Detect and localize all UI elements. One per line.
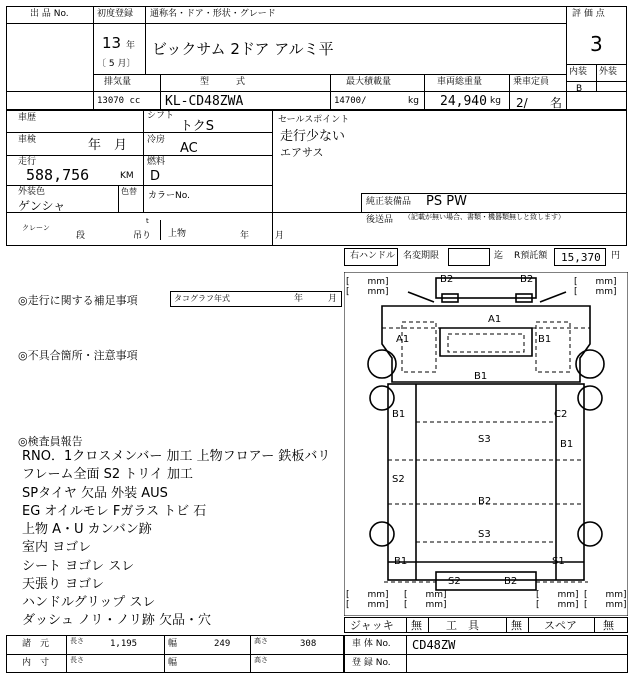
color-code-label: 色替 — [121, 187, 137, 196]
mileage-value: 588,756 — [26, 166, 90, 184]
inner-width-label: 幅 — [168, 658, 178, 668]
inspector-label: ◎検査員報告 — [18, 435, 83, 448]
mm-bracket: [ mm] — [584, 600, 627, 610]
model-label: 型 式 — [200, 77, 246, 87]
damage-mark: B2 — [440, 274, 454, 285]
reg-label: 登 録 No. — [352, 658, 391, 668]
damage-mark: S3 — [478, 529, 491, 540]
inner-label: 内 寸 — [22, 658, 50, 668]
r-unit: 円 — [611, 251, 621, 261]
mileage-unit: KM — [120, 171, 134, 181]
shift-label: シフト — [147, 111, 175, 121]
tools-value: 無 — [511, 619, 522, 632]
inspection-label: 車検 — [18, 135, 37, 145]
mm-bracket: [ mm] — [536, 590, 579, 600]
capacity-value: 2/ — [516, 96, 528, 110]
max-load-label: 最大積載量 — [346, 77, 392, 87]
truck-diagram — [344, 272, 628, 616]
fuel-value: D — [150, 169, 161, 184]
capacity-label: 乗車定員 — [513, 77, 550, 87]
mm-bracket: [ mm] — [346, 590, 389, 600]
upper-label: 上物 — [168, 229, 187, 239]
damage-mark: B1 — [394, 556, 408, 567]
crane-dan: 段 — [76, 231, 86, 241]
damage-mark: S1 — [552, 556, 565, 567]
r-value: 15,370 — [561, 251, 601, 264]
jack-value: 無 — [411, 619, 422, 632]
crane-tsuri: 吊り — [133, 231, 152, 241]
mm-bracket: [ mm] — [346, 600, 389, 610]
sales-point-label: セールスポイント — [278, 115, 350, 125]
damage-mark: B1 — [538, 334, 552, 345]
mm-bracket: [ mm] — [574, 287, 617, 297]
first-reg-month: 〔 5 月〕 — [97, 59, 136, 69]
spare-label: スペア — [544, 619, 577, 632]
gross-weight-unit: kg — [490, 96, 501, 106]
height-label: 高さ — [254, 637, 268, 645]
ac-label: 冷房 — [147, 135, 166, 145]
inspection-value: 年 月 — [88, 138, 128, 153]
color-no-label: カラーNo. — [148, 191, 190, 201]
chassis-label: 車 体 No. — [352, 639, 391, 649]
mileage-label: 走行 — [18, 157, 37, 167]
delivery-note: （記載が無い場合、書類・機器類無しと致します） — [404, 213, 565, 221]
damage-mark: B2 — [520, 274, 534, 285]
car-name: ビックサム 2ドア アルミ平 — [152, 40, 334, 58]
crane-label: クレーン — [22, 224, 50, 232]
tachograph-month: 月 — [328, 294, 338, 304]
first-reg-year-unit: 年 — [126, 41, 136, 51]
remark-line: シート ヨゴレ スレ — [22, 559, 135, 574]
shift-value: トクS — [180, 119, 214, 134]
fuel-label: 燃料 — [147, 157, 166, 167]
mm-bracket: [ mm] — [404, 590, 447, 600]
lot-label: 出 品 No. — [30, 9, 69, 19]
color-label: 外装色 — [18, 187, 46, 197]
equipment-value: PS PW — [426, 194, 467, 209]
remark-line: ダッシュ ノリ・ノリ跡 欠品・穴 — [22, 613, 211, 628]
remark-line: フレーム全面 S2 トリイ 加工 — [22, 467, 194, 482]
displacement-value: 13070 cc — [97, 96, 141, 106]
sales-point-1: 走行少ない — [280, 129, 346, 144]
model-value: KL-CD48ZWA — [165, 94, 244, 109]
spare-value: 無 — [603, 619, 614, 632]
handle-value: 右ハンドル — [350, 251, 396, 261]
mm-bracket: [ mm] — [574, 277, 617, 287]
damage-mark: C2 — [554, 409, 568, 420]
exterior-label: 外装 — [599, 67, 618, 77]
length-value: 1,195 — [110, 639, 138, 649]
upper-year: 年 — [240, 231, 250, 241]
remark-line: RNO．1クロスメンバー 加工 上物フロアー 鉄板バリ — [22, 449, 331, 464]
mm-bracket: [ mm] — [404, 600, 447, 610]
chassis-value: CD48ZW — [412, 638, 456, 652]
meter-unit: 迄 — [494, 251, 504, 261]
damage-mark: S3 — [478, 434, 491, 445]
width-label: 幅 — [168, 639, 178, 649]
damage-mark: S2 — [392, 474, 405, 485]
spec-label: 諸 元 — [22, 639, 50, 649]
damage-mark: B1 — [560, 439, 574, 450]
grade-label: 評 価 点 — [572, 9, 605, 19]
gross-weight-label: 車両総重量 — [437, 77, 483, 87]
mm-bracket: [ mm] — [346, 277, 389, 287]
damage-mark: B2 — [478, 496, 492, 507]
defects-label: ◎不具合箇所・注意事項 — [18, 349, 138, 362]
height-value: 308 — [300, 639, 317, 649]
mm-bracket: [ mm] — [536, 600, 579, 610]
meter-change-label: 名変期限 — [403, 251, 440, 261]
delivery-label: 後送品 — [366, 215, 394, 225]
damage-mark: B2 — [504, 576, 518, 587]
damage-mark: B1 — [474, 371, 488, 382]
ac-value: AC — [180, 141, 198, 156]
width-value: 249 — [214, 639, 231, 649]
remark-line: 上物 A・U カンバン跡 — [22, 522, 152, 537]
inner-height-label: 高さ — [254, 656, 268, 664]
interior-label: 内装 — [569, 67, 588, 77]
tachograph-label: タコグラフ年式 — [174, 294, 230, 303]
first-reg-year: 13 — [102, 34, 122, 52]
equipment-label: 純正装備品 — [366, 197, 412, 207]
r-label: R預託額 — [514, 251, 548, 261]
max-load-value: 14700/ — [334, 96, 367, 106]
remark-line: EG オイルモレ Fガラス トビ 石 — [22, 504, 207, 519]
tools-label: 工 具 — [446, 619, 479, 632]
damage-mark: B1 — [392, 409, 406, 420]
damage-mark: A1 — [396, 334, 410, 345]
jack-label: ジャッキ — [350, 619, 394, 632]
mm-bracket: [ mm] — [584, 590, 627, 600]
max-load-unit: kg — [408, 96, 419, 106]
interior-grade: B — [576, 84, 583, 94]
capacity-unit: 名 — [550, 96, 563, 110]
history-label: 車歴 — [18, 113, 37, 123]
gross-weight-value: 24,940 — [440, 94, 487, 109]
damage-mark: S2 — [448, 576, 461, 587]
tachograph-year: 年 — [294, 294, 304, 304]
grade-score: 3 — [590, 32, 603, 56]
remark-line: 室内 ヨゴレ — [22, 540, 92, 555]
crane-t: t — [146, 217, 149, 225]
damage-mark: A1 — [488, 314, 502, 325]
inner-length-label: 長さ — [70, 656, 84, 664]
remark-line: ハンドルグリップ スレ — [22, 595, 156, 610]
sales-point-2: エアサス — [280, 146, 324, 159]
displacement-label: 排気量 — [104, 77, 132, 87]
running-label: ◎走行に関する補足事項 — [18, 294, 138, 307]
meter-change-box — [448, 248, 490, 266]
first-reg-label: 初度登録 — [97, 9, 134, 19]
length-label: 長さ — [70, 637, 84, 645]
mm-bracket: [ mm] — [346, 287, 389, 297]
remark-line: 天張り ヨゴレ — [22, 577, 105, 592]
remark-line: SPタイヤ 欠品 外装 AUS — [22, 486, 168, 501]
upper-month: 月 — [275, 231, 285, 241]
color-value: ゲンシャ — [18, 199, 66, 213]
header-box — [6, 6, 627, 110]
name-label: 通称名・ドア・形状・グレード — [150, 9, 276, 19]
